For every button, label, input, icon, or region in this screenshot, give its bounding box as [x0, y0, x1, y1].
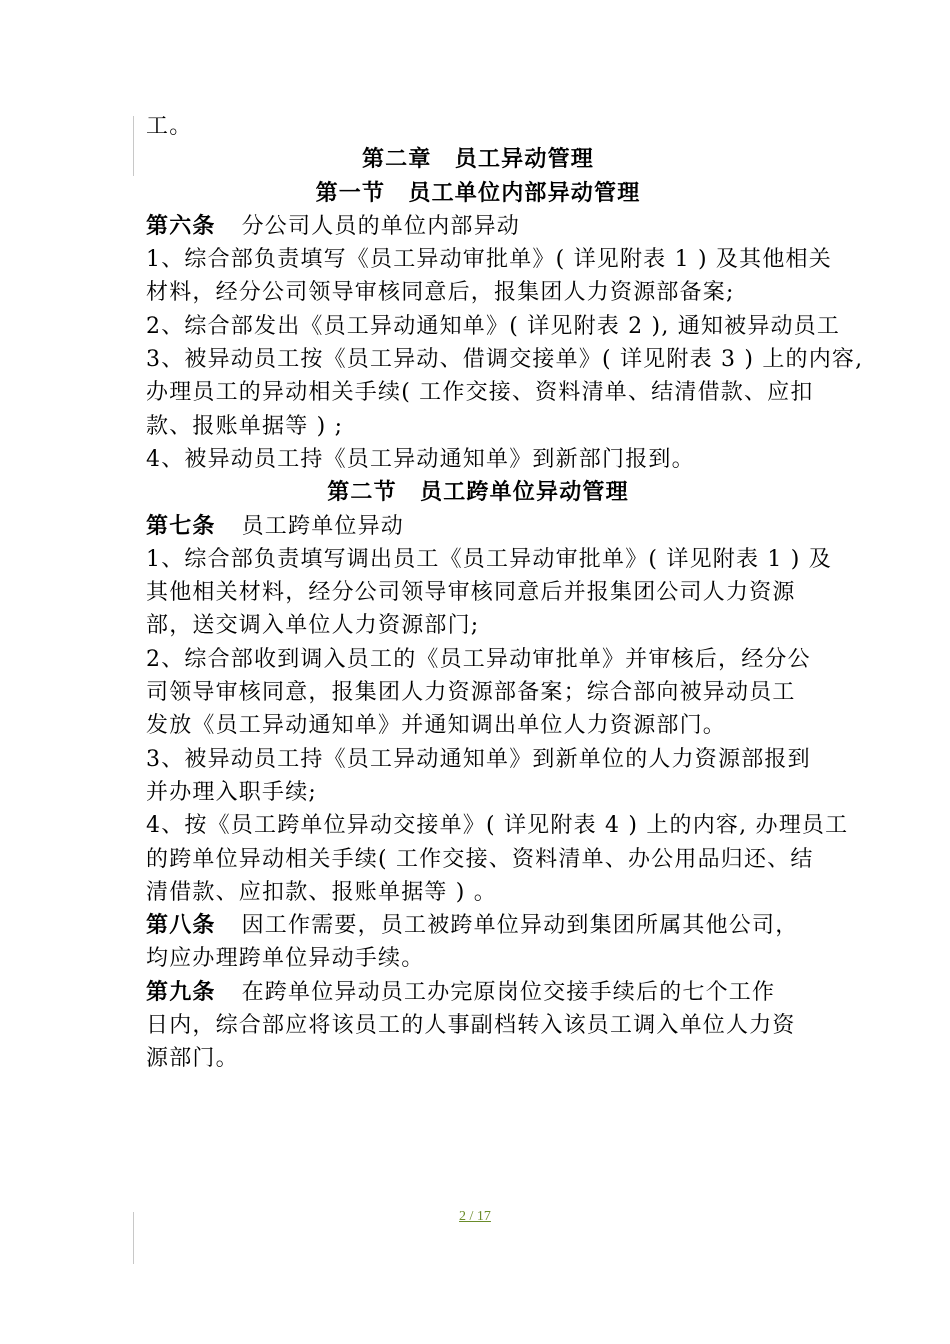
- body-text-line: 办理员工的异动相关手续( 工作交接、资料清单、结清借款、应扣: [146, 380, 814, 406]
- body-text-line: 司领导审核同意，报集团人力资源部备案；综合部向被异动员工: [146, 680, 796, 706]
- article-line: [146, 210, 810, 243]
- body-text-line: 部，送交调入单位人力资源部门;: [146, 613, 480, 639]
- article-text: 在跨单位异动员工办完原岗位交接手续后的七个工作: [241, 979, 776, 1005]
- article-line: [146, 909, 810, 942]
- article-label: 第九条: [146, 978, 216, 1005]
- article-line: [146, 510, 810, 543]
- body-text-line: 工。: [146, 114, 193, 139]
- body-text-line: 发放《员工异动通知单》并通知调出单位人力资源部门。: [146, 713, 727, 739]
- body-text-line: 1、综合部负责填写《员工异动审批单》( 详见附表 1 ) 及其他相关: [146, 247, 832, 273]
- document-body: [146, 110, 864, 1076]
- body-text-line: 4、被异动员工持《员工异动通知单》到新部门报到。: [146, 446, 695, 472]
- body-text-line: 3、被异动员工持《员工异动通知单》到新单位的人力资源部报到: [146, 746, 811, 772]
- body-text-line: 2、综合部发出《员工异动通知单》( 详见附表 2 ), 通知被异动员工: [146, 313, 841, 339]
- body-text-line: 源部门。: [146, 1046, 239, 1072]
- article-line: [146, 976, 810, 1009]
- margin-mark-top: [133, 116, 134, 176]
- body-text-line: 日内，综合部应将该员工的人事副档转入该员工调入单位人力资: [146, 1013, 796, 1039]
- section-heading: 第二章 员工异动管理: [361, 146, 594, 173]
- body-text-line: 2、综合部收到调入员工的《员工异动审批单》并审核后，经分公: [146, 646, 811, 672]
- section-heading: 第二节 员工跨单位异动管理: [327, 479, 629, 506]
- body-text-line: 4、按《员工跨单位异动交接单》( 详见附表 4 ) 上的内容, 办理员工: [146, 813, 849, 839]
- article-label: 第八条: [146, 912, 216, 939]
- article-text: 员工跨单位异动: [241, 513, 405, 539]
- section-heading: 第一节 员工单位内部异动管理: [315, 179, 641, 206]
- article-label: 第七条: [146, 512, 216, 539]
- body-text-line: 3、被异动员工按《员工异动、借调交接单》( 详见附表 3 ) 上的内容,: [146, 347, 864, 373]
- body-text-line: 材料，经分公司领导审核同意后，报集团人力资源部备案;: [146, 280, 735, 306]
- body-text-line: 均应办理跨单位异动手续。: [146, 946, 425, 972]
- article-text: 分公司人员的单位内部异动: [241, 213, 521, 239]
- body-text-line: 的跨单位异动相关手续( 工作交接、资料清单、办公用品归还、结: [146, 846, 814, 872]
- article-label: 第六条: [146, 212, 216, 239]
- body-text-line: 款、报账单据等 ) ;: [146, 413, 344, 439]
- body-text-line: 1、综合部负责填写调出员工《员工异动审批单》( 详见附表 1 ) 及: [146, 546, 832, 572]
- body-text-line: 其他相关材料，经分公司领导审核同意后并报集团公司人力资源: [146, 580, 796, 606]
- body-text-line: 并办理入职手续;: [146, 779, 318, 805]
- article-text: 因工作需要，员工被跨单位异动到集团所属其他公司，: [241, 913, 799, 939]
- body-text-line: 清借款、应扣款、报账单据等 ) 。: [146, 879, 497, 905]
- page-number-link[interactable]: 2 / 17: [459, 1209, 491, 1224]
